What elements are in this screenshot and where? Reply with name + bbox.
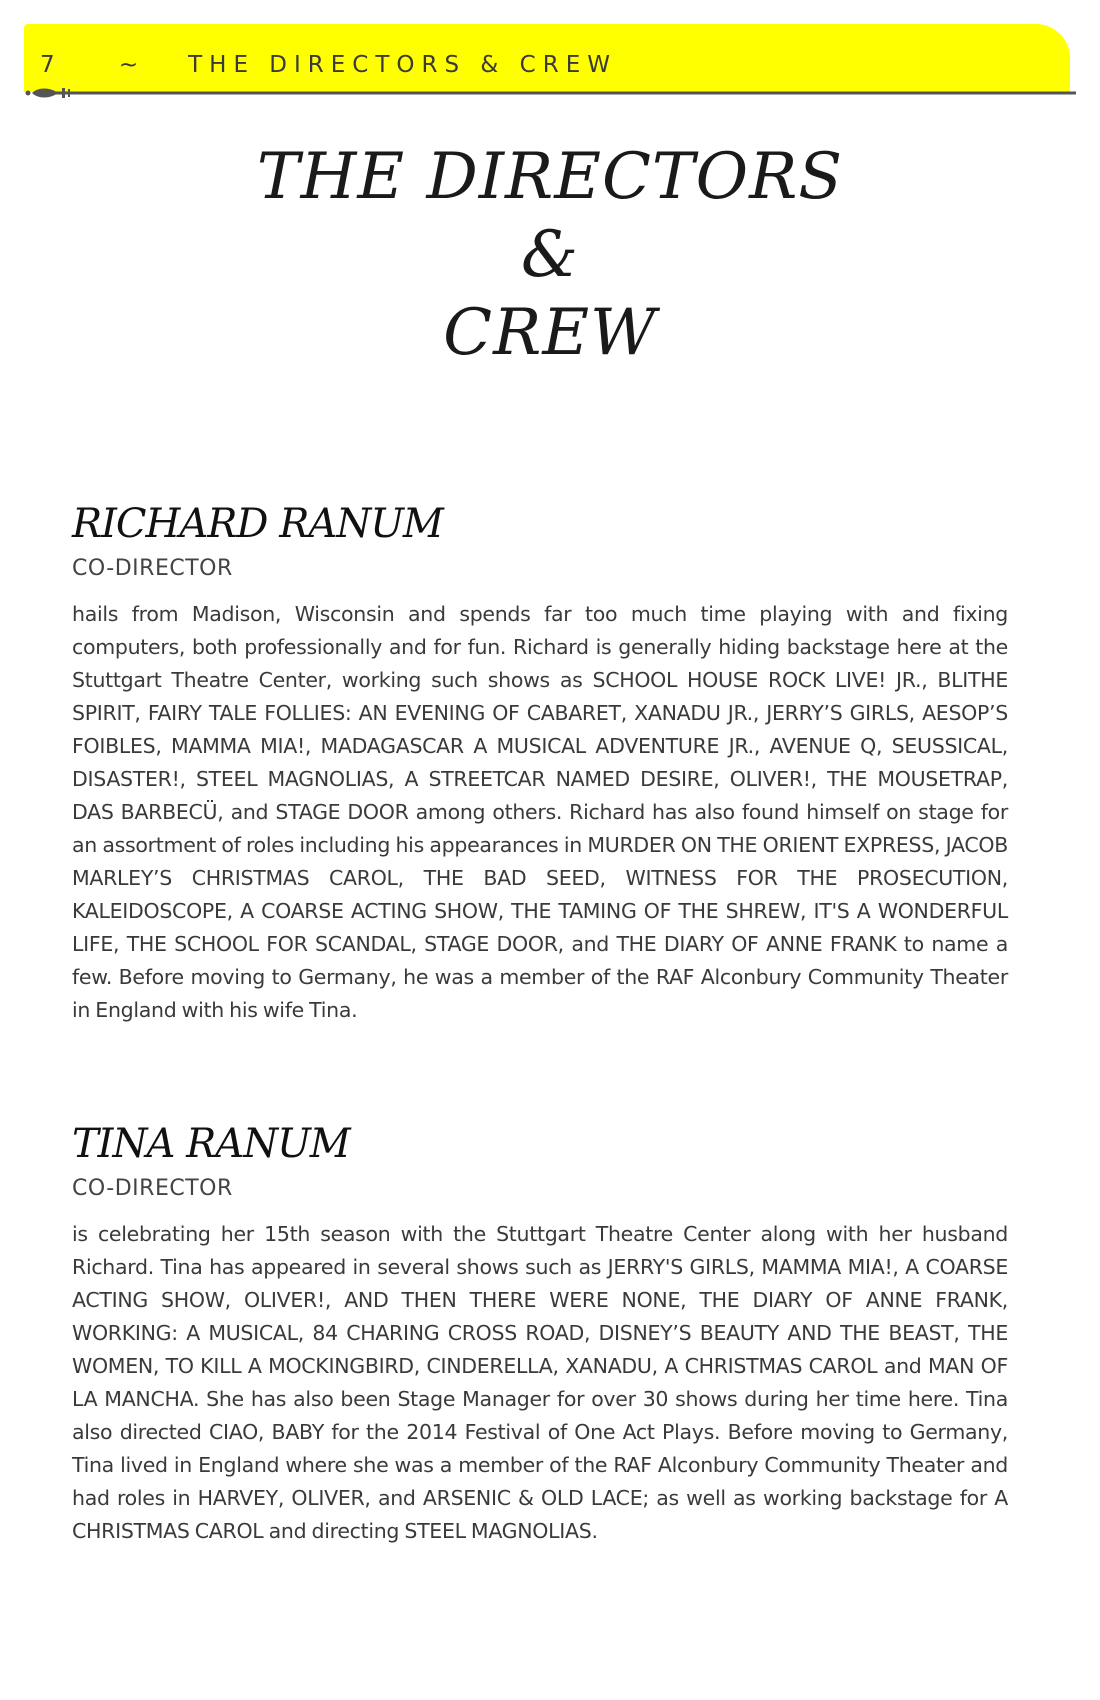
page-title: [0, 138, 1100, 372]
person-role: CO-DIRECTOR: [72, 556, 233, 581]
header-separator: ~: [118, 52, 146, 78]
person-name: RICHARD RANUM: [72, 501, 443, 547]
title-line-2: &: [521, 218, 579, 292]
bio-section-tina: [72, 1120, 1008, 1548]
running-header: [40, 52, 617, 78]
title-line-3: CREW: [443, 296, 657, 370]
person-bio: hails from Madison, Wisconsin and spends far too much time playing with and fixing computers, both professionally and for fun. Richard is generally hiding backstage here at the Stuttgart Theatre Center, working such shows as SCHOOL HOUSE ROCK LIVE! JR., BLITHE SPIRIT, FAIRY TALE FOLLIES: AN EVENING OF CABARET, XANADU JR., JERRY’S GIRLS, AESOP’S FOIBLES, MAMMA MIA!, MADAGASCAR A MUSICAL ADVENTURE JR., AVENUE Q, SEUSSICAL, DISASTER!, STEEL MAGNOLIAS, A STREETCAR NAMED DESIRE, OLIVER!, THE MOUSETRAP, DAS BARBECÜ, and STAGE DOOR among others. Richard has also found himself on stage for an assortment of roles including his appearances in MURDER ON THE ORIENT EXPRESS, JACOB MARLEY’S CHRISTMAS CAROL, THE BAD SEED, WITNESS FOR THE PROSECUTION, KALEIDOSCOPE, A COARSE ACTING SHOW, THE TAMING OF THE SHREW, IT'S A WONDERFUL LIFE, THE SCHOOL FOR SCANDAL, STAGE DOOR, and THE DIARY OF ANNE FRANK to name a few. Before moving to Germany, he was a member of the RAF Alconbury Community Theater in England with his wife Tina.: [72, 602, 1008, 1022]
bio-section-richard: [72, 500, 1008, 1027]
person-role: CO-DIRECTOR: [72, 1176, 233, 1201]
header-section-title: THE DIRECTORS & CREW: [188, 52, 617, 78]
page-number: 7: [40, 52, 62, 78]
person-name: TINA RANUM: [72, 1121, 350, 1167]
quill-divider-icon: [24, 86, 1076, 100]
person-bio: is celebrating her 15th season with the Stuttgart Theatre Center along with her husband Richard. Tina has appeared in several shows such as JERRY'S GIRLS, MAMMA MIA!, A COARSE ACTING SHOW, OLIVER!, AND THEN THERE WERE NONE, THE DIARY OF ANNE FRANK, WORKING: A MUSICAL, 84 CHARING CROSS ROAD, DISNEY’S BEAUTY AND THE BEAST, THE WOMEN, TO KILL A MOCKINGBIRD, CINDERELLA, XANADU, A CHRISTMAS CAROL and MAN OF LA MANCHA. She has also been Stage Manager for over 30 shows during her time here. Tina also directed CIAO, BABY for the 2014 Festival of One Act Plays. Before moving to Germany, Tina lived in England where she was a member of the RAF Alconbury Community Theater and had roles in HARVEY, OLIVER, and ARSENIC & OLD LACE; as well as working backstage for A CHRISTMAS CAROL and directing STEEL MAGNOLIAS.: [72, 1222, 1008, 1543]
title-line-1: THE DIRECTORS: [256, 140, 844, 214]
